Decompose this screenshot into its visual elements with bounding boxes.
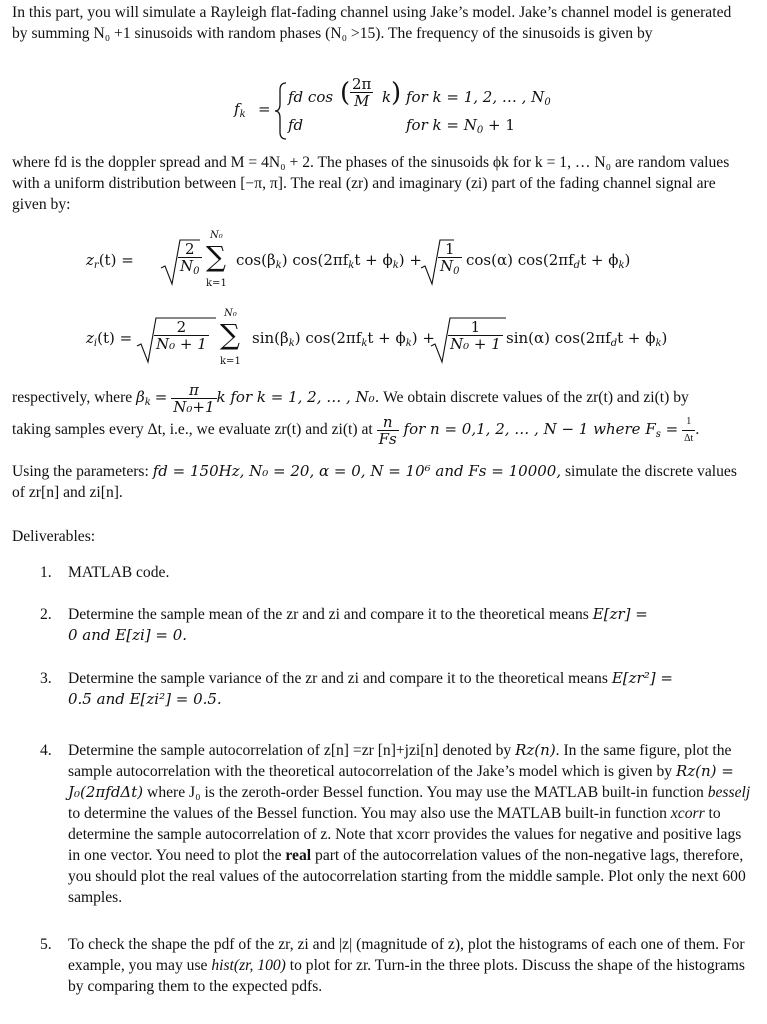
zr-sum-top: N₀: [210, 230, 223, 241]
resp-equals: =: [154, 388, 168, 407]
zr-sum-icon: ∑: [206, 240, 226, 273]
case1-fdcos: fd cos: [288, 88, 334, 106]
resp-line-1: [12, 382, 689, 416]
zi-term2: sin(α) $\cos(2\pi f_dt + \phi_k)$: [506, 329, 668, 349]
params-text-c: simulate the discrete values of zr[n] and zi[n].: [12, 463, 737, 501]
params-values: fd = 150Hz, N₀ = 20, α = 0, N = 10⁶ and Fs = 10000,: [152, 462, 562, 480]
zi-sum-top: N₀: [224, 308, 237, 319]
zr-lhs: $z_r(t)$ =: [86, 251, 134, 271]
case2-condition: for $k = N_0 + 1$: [406, 116, 515, 136]
intro-paragraph: [12, 2, 750, 44]
resp2-fraction-2: $\frac{1}{\Delta t}$: [684, 416, 694, 444]
resp-line-2: [12, 414, 699, 448]
item-number: 3.: [40, 670, 52, 687]
zr-equation: [86, 228, 706, 294]
zr-term1: $\cos(\beta_k) \cos(2\pi f_kt + \phi_k)$ +: [236, 251, 422, 271]
left-brace-icon: [274, 80, 288, 142]
case2-fd: fd: [288, 116, 304, 134]
case1-k: k: [382, 88, 392, 106]
resp2-n-range: for n = 0,1, 2, … , N − 1 where $F_s$: [398, 420, 661, 441]
zr-sqrt1-fraction: $\frac{2}{N_0}$: [180, 240, 200, 277]
item-number: 5.: [40, 936, 52, 953]
item-text: Determine the sample autocorrelation of z[n] =zr [n]+jzi[n] denoted by Rz(n). In the same figure, plot the sample autocorrelation with the theoretical autocorrelation of the Jake’s model which is given by Rz(n) = J₀(2πfdΔt) where J₀ is the zeroth-order Bessel function. You may use the MATLAB built-in function besselj to determine the values of the Bessel function. You may also use the MATLAB built-in function xcorr to determine the sample autocorrelation of z. Note that xcorr provides the values for negative and positive lags in one vector. You need to plot the real part of the autocorrelation values of the non-negative lags, therefore, you should plot the real values of the autocorrelation starting from the middle sample. Plot only the next 600 samples.: [68, 741, 751, 906]
zi-sum-icon: ∑: [220, 318, 240, 351]
case1-condition: for k = 1, 2, … , $N_0$: [406, 88, 551, 108]
item-text: MATLAB code.: [68, 564, 170, 581]
resp-text-c: We obtain discrete values of the zr(t) and zi(t) by: [379, 389, 689, 407]
case1-paren-close: ): [391, 78, 402, 108]
zi-sqrt1-fraction: $\frac{2}{\text{N₀ + 1}}$: [156, 318, 207, 353]
resp-fraction: $\frac{\pi}{\text{N₀+1}}$: [173, 381, 215, 416]
zi-sum-bot: k=1: [220, 356, 241, 367]
item-number: 2.: [40, 606, 52, 623]
fk-equals: =: [258, 100, 271, 118]
resp-beta: $\beta_k$: [136, 388, 151, 409]
zi-term1: $\sin(\beta_k) \cos(2\pi f_kt + \phi_k)$ +: [252, 329, 435, 349]
parameters-paragraph: [12, 461, 750, 503]
resp2-fraction: $\frac{n}{Fs}$: [378, 413, 397, 448]
where-text: where fd is the doppler spread and M = 4N₀ + 2. The phases of the sinusoids ϕk for k = 1, … N₀ are random values with a uniform distribution between [−π, π]. The real (zr) and imaginary (zi) part of the fading channel signal are given by:: [12, 154, 730, 213]
resp-k-range: k for k = 1, 2, … , N₀.: [216, 388, 380, 407]
resp2-equals: =: [660, 420, 679, 439]
case1-fraction: $\frac{2\pi}{M}$: [352, 75, 372, 110]
fk-lhs: $f_k$: [234, 100, 246, 120]
resp-text-a: respectively, where: [12, 389, 137, 407]
item-number: 4.: [40, 742, 52, 759]
zi-equation: [86, 306, 706, 372]
item-text: To check the shape the pdf of the zr, zi and |z| (magnitude of z), plot the histograms of each one of them. For example, you may use hist(zr, 100) to plot for zr. Turn-in the three plots. Discuss the shape of the histograms by comparing them to the expected pdfs.: [68, 936, 745, 995]
params-text-a: Using the parameters:: [12, 463, 153, 480]
zr-sum-bot: k=1: [206, 278, 227, 289]
where-paragraph: [12, 152, 750, 215]
zr-term2: cos(α) $\cos(2\pi f_dt + \phi_k)$: [466, 251, 631, 271]
case1-paren-open: (: [340, 78, 351, 108]
intro-text: In this part, you will simulate a Rayleigh flat-fading channel using Jake’s model. Jake’s channel model is generated by summing N₀ +1 sinusoids with random phases (N₀ >15). The frequency of the sinusoids is given by: [12, 4, 732, 42]
item-number: 1.: [40, 564, 52, 581]
zi-lhs: $z_i(t)$ =: [86, 329, 133, 349]
resp2-text-a: taking samples every Δt, i.e., we evaluate zr(t) and zi(t) at: [12, 421, 377, 439]
zi-sqrt2-fraction: $\frac{1}{\text{N₀ + 1}}$: [450, 318, 501, 353]
deliverables-title: Deliverables:: [12, 528, 96, 545]
resp2-period: .: [695, 421, 700, 439]
zr-sqrt2-fraction: $\frac{1}{N_0}$: [440, 240, 460, 277]
item-text: Determine the sample mean of the zr and zi and compare it to the theoretical means E[zr] = 0 and E[zi] = 0.: [68, 605, 648, 644]
item-text: Determine the sample variance of the zr and zi and compare it to the theoretical means E[zr²] = 0.5 and E[zi²] = 0.5.: [68, 669, 673, 708]
